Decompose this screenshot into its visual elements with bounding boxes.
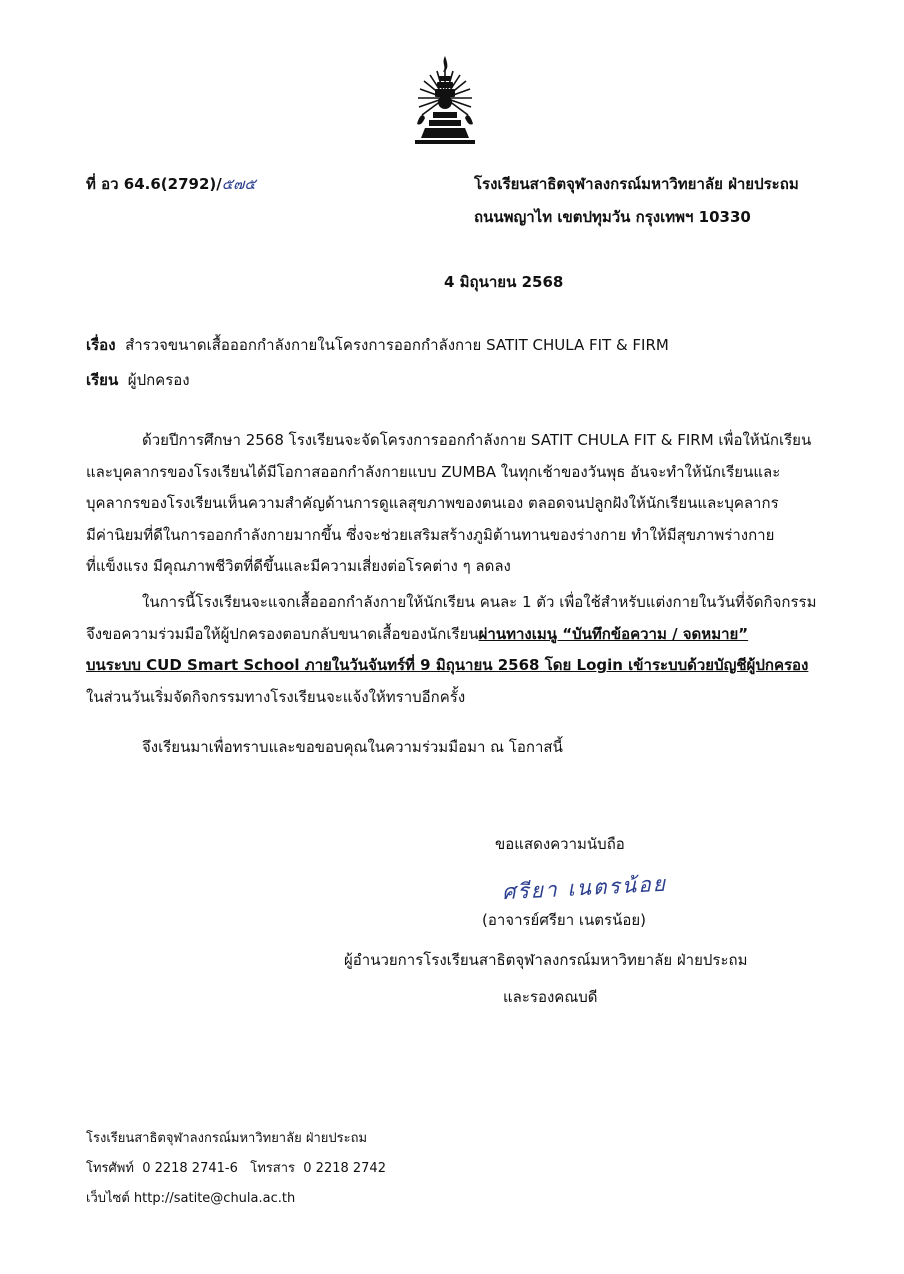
signer-position: ผู้อำนวยการโรงเรียนสาธิตจุฬาลงกรณ์มหาวิทยาลัย ฝ่ายประถม xyxy=(344,951,748,969)
paragraph-line: และบุคลากรของโรงเรียนได้มีโอกาสออกกำลังกายแบบ ZUMBA ในทุกเช้าของวันพุธ อันจะทำให้นักเรียนและ xyxy=(86,462,781,481)
reference-number xyxy=(86,172,256,196)
paragraph-line: ในส่วนวันเริ่มจัดกิจกรรมทางโรงเรียนจะแจ้งให้ทราบอีกครั้ง xyxy=(86,687,466,706)
signer-position-secondary: และรองคณบดี xyxy=(503,988,598,1006)
handwritten-reference-number: ๕๗๕ xyxy=(221,175,256,193)
paragraph-line: บุคลากรของโรงเรียนเห็นความสำคัญด้านการดูแลสุขภาพของตนเอง ตลอดจนปลูกฝังให้นักเรียนและบุคลากร xyxy=(86,494,779,513)
sender-block xyxy=(474,172,894,229)
subject-line xyxy=(86,333,669,357)
emphasized-deadline: บนระบบ CUD Smart School ภายในวันจันทร์ที่ 9 มิถุนายน 2568 โดย Login เข้าระบบด้วยบัญชีผู้ปกครอง xyxy=(86,656,809,675)
footer-school: โรงเรียนสาธิตจุฬาลงกรณ์มหาวิทยาลัย ฝ่ายประถม xyxy=(86,1131,368,1146)
body-paragraph-1 xyxy=(86,425,818,583)
signer-name: (อาจารย์ศรียา เนตรน้อย) xyxy=(482,911,646,929)
footer-phone: โทรศัพท์ 0 2218 2741-6 โทรสาร 0 2218 2742 xyxy=(86,1161,386,1176)
addressee-text: ผู้ปกครอง xyxy=(127,371,190,389)
subject-label: เรื่อง xyxy=(86,336,116,354)
footer-contact xyxy=(86,1124,386,1214)
signoff: ขอแสดงความนับถือ xyxy=(495,835,625,853)
handwritten-signature: ศรียา เนตรน้อย xyxy=(501,871,668,905)
body-paragraph-2 xyxy=(86,587,818,713)
letter-date: 4 มิถุนายน 2568 xyxy=(444,273,564,291)
closing-paragraph: จึงเรียนมาเพื่อทราบและขอขอบคุณในความร่วมมือมา ณ โอกาสนี้ xyxy=(142,738,563,756)
paragraph-line: ด้วยปีการศึกษา 2568 โรงเรียนจะจัดโครงการออกกำลังกาย SATIT CHULA FIT & FIRM เพื่อให้นักเรียน xyxy=(142,431,812,449)
paragraph-line: ที่แข็งแรง มีคุณภาพชีวิตที่ดีขึ้นและมีความเสี่ยงต่อโรคต่าง ๆ ลดลง xyxy=(86,557,511,576)
footer-website: เว็บไซต์ http://satite@chula.ac.th xyxy=(86,1191,296,1206)
addressee-label: เรียน xyxy=(86,371,119,389)
reference-label: ที่ อว 64.6(2792)/ xyxy=(86,175,222,193)
paragraph-line: ในการนี้โรงเรียนจะแจกเสื้อออกกำลังกายให้นักเรียน คนละ 1 ตัว เพื่อใช้สำหรับแต่งกายในวันที่จัดกิจกรรม xyxy=(142,593,817,611)
subject-text: สำรวจขนาดเสื้อออกกำลังกายในโครงการออกกำลังกาย SATIT CHULA FIT & FIRM xyxy=(125,336,669,354)
emphasized-instruction: ผ่านทางเมนู “บันทึกข้อความ / จดหมาย” xyxy=(478,624,749,643)
chula-emblem-logo xyxy=(413,54,477,150)
addressee-line xyxy=(86,368,190,392)
paragraph-text: จึงขอความร่วมมือให้ผู้ปกครองตอบกลับขนาดเสื้อของนักเรียน xyxy=(86,624,479,643)
sender-school: โรงเรียนสาธิตจุฬาลงกรณ์มหาวิทยาลัย ฝ่ายประถม xyxy=(474,175,799,193)
paragraph-line xyxy=(86,619,818,651)
sender-address: ถนนพญาไท เขตปทุมวัน กรุงเทพฯ 10330 xyxy=(474,208,751,226)
paragraph-line: มีค่านิยมที่ดีในการออกกำลังกายมากขึ้น ซึ่งจะช่วยเสริมสร้างภูมิต้านทานของร่างกาย ทำให้มีสุขภาพร่างกาย xyxy=(86,525,775,544)
